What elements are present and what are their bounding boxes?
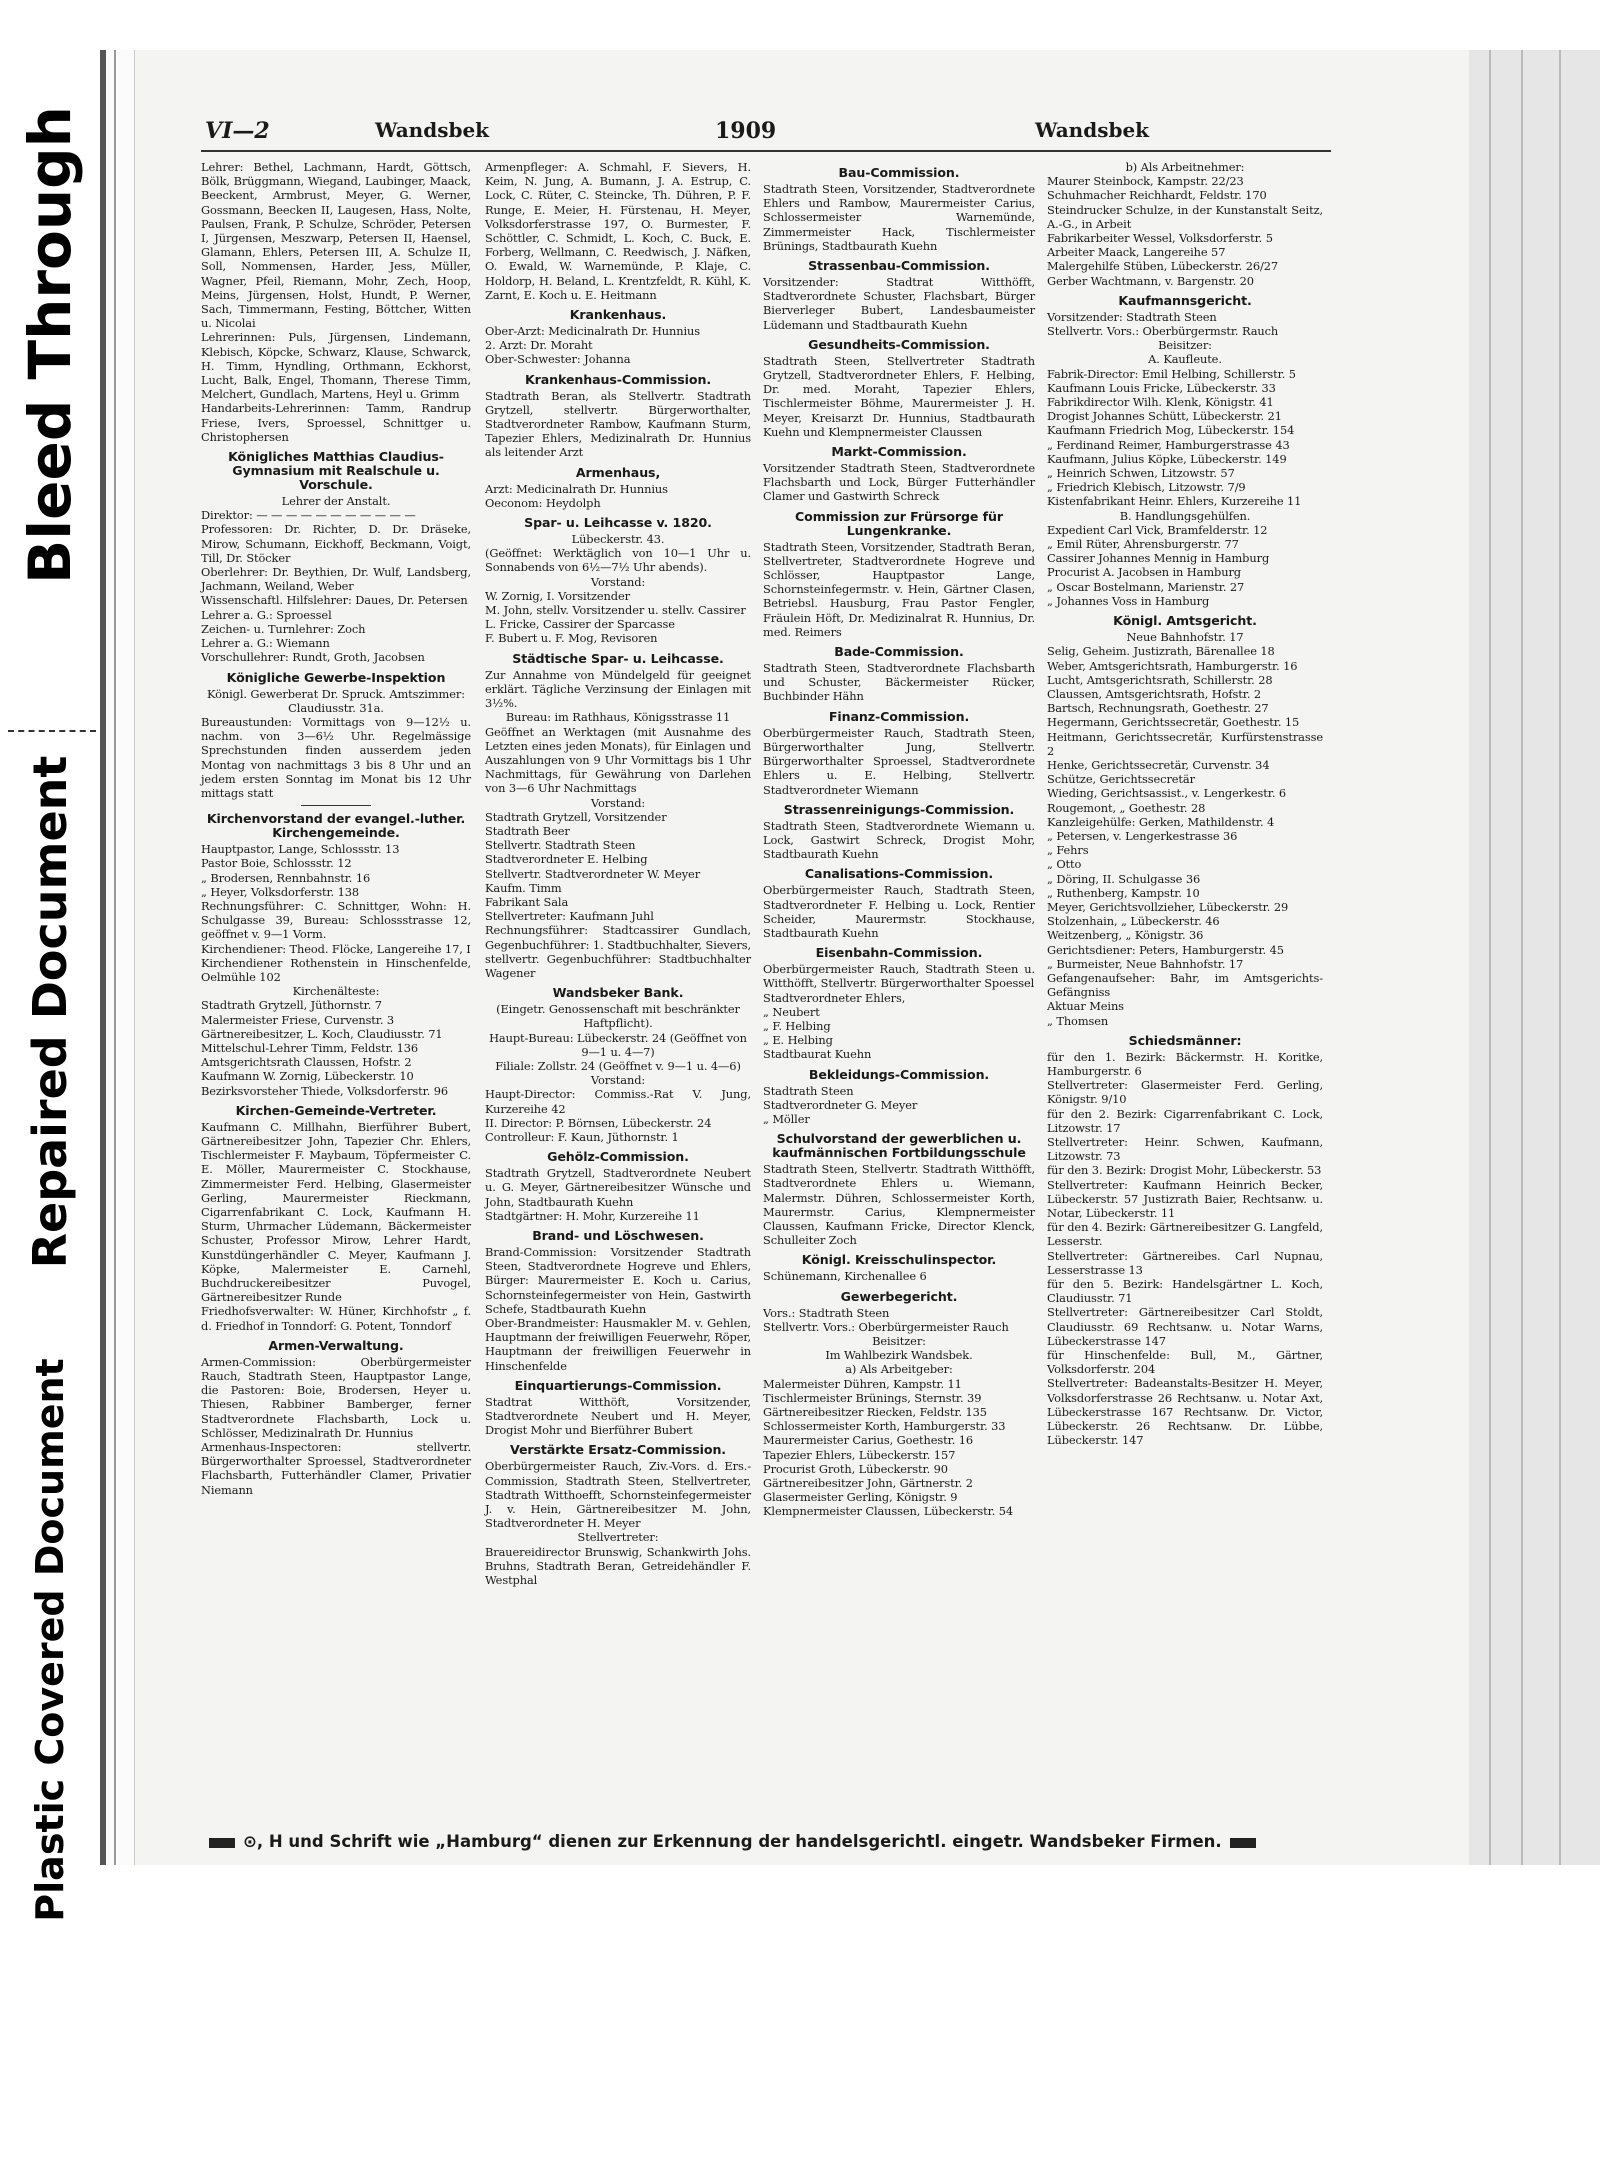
entry-text: für den 2. Bezirk: Cigarrenfabrikant C. Lock, Litzowstr. 17 (1047, 1106, 1323, 1135)
column-4 (1047, 160, 1323, 1447)
entry-text: Fabrikarbeiter Wessel, Volksdorferstr. 5 (1047, 231, 1273, 246)
entry-text: Kirchenälteste: (292, 984, 380, 999)
entry-text: Stadtrath Grytzell, Vorsitzender (485, 809, 667, 824)
entry-text: „ Ruthenberg, Kampstr. 10 (1047, 885, 1200, 900)
entry-text: Stellvertr. Vors.: Oberbürgermeister Rauch (763, 1319, 1009, 1334)
entry-text: Schuhmacher Reichhardt, Feldstr. 170 (1047, 188, 1267, 203)
binding-edge (100, 50, 106, 1865)
entry-text: Stellvertreter: (577, 1530, 659, 1545)
entry-text: Vors.: Stadtrath Steen (763, 1305, 890, 1320)
entry-text: Ober-Brandmeister: Hausmakler M. v. Gehlen, Hauptmann der freiwilligen Feuerwehr, Röper, Hauptmann der freiwilligen Feuerwehr in Hinschenfelde (485, 1316, 751, 1373)
entry-text: Stadtrath Beer (485, 823, 570, 838)
section-heading: Armenhaus, (575, 464, 661, 480)
entry-text: Professoren: Dr. Richter, D. Dr. Dräseke, Mirow, Schumann, Eickhoff, Beckmann, Voigt, Till, Dr. Stöcker (201, 522, 471, 565)
entry-text: Stellvertr. Stadtrath Steen (485, 838, 636, 853)
entry-text: Kaufmann Friedrich Mog, Lübeckerstr. 154 (1047, 423, 1295, 438)
entry-text: M. John, stellv. Vorsitzender u. stellv. Cassirer (485, 603, 746, 618)
entry-text: Heitmann, Gerichtssecretär, Kurfürstenstrasse 2 (1047, 729, 1323, 758)
entry-text: Stellvertr. Stadtverordneter W. Meyer (485, 866, 701, 881)
entry-text: Cassirer Johannes Mennig in Hamburg (1047, 551, 1270, 566)
entry-text: Stadtrath Beran, als Stellvertr. Stadtrath Grytzell, stellvertr. Bürgerworthalter, Stadtverordneter Rambow, Kaufmann Sturm, Tapezier Ehlers, Medizinalrath Dr. Hunnius als leitender Arzt (485, 388, 751, 460)
section-heading: Kaufmannsgericht. (1118, 292, 1252, 308)
entry-text: Königl. Gewerberat Dr. Spruck. Amtszimmer: Claudiusstr. 31a. (207, 686, 465, 715)
section-heading: Strassenbau-Commission. (808, 258, 990, 274)
pointing-hand-right-icon (1230, 1838, 1256, 1848)
entry-text: (Geöffnet: Werktäglich von 10—1 Uhr u. Sonnabends von 6½—7½ Uhr abends). (485, 546, 751, 575)
entry-text: Stadtverordneter E. Helbing (485, 852, 648, 867)
entry-text: Kirchendiener: Theod. Flöcke, Langereihe 17, I (201, 941, 471, 956)
entry-text: „ Heyer, Volksdorferstr. 138 (201, 884, 360, 899)
section-heading: Commission zur Frürsorge für Lungenkranke. (795, 508, 1003, 538)
entry-text: Stadtbaurat Kuehn (763, 1047, 872, 1062)
entry-text: Gärtnereibesitzer John, Gärtnerstr. 2 (763, 1476, 973, 1491)
page-header (205, 118, 1325, 154)
label-repaired-document: Repaired Document (23, 755, 77, 1269)
section-heading: Kirchenvorstand der evangel.-luther. Kirchengemeinde. (206, 811, 466, 841)
section-heading: Spar- u. Leihcasse v. 1820. (524, 515, 712, 531)
entry-text: Tischlermeister Brünings, Sternstr. 39 (763, 1390, 982, 1405)
entry-text: „ Petersen, v. Lengerkestrasse 36 (1047, 828, 1238, 843)
entry-text: Rechnungsführer: C. Schnittger, Wohn: H. Schulgasse 39, Bureau: Schlossstrasse 12, geöffnet v. 9—1 Vorm. (201, 898, 471, 942)
entry-text: für den 4. Bezirk: Gärtnereibesitzer G. Langfeld, Lesserstr. (1047, 1220, 1323, 1249)
entry-text: Neue Bahnhofstr. 17 (1126, 630, 1244, 645)
entry-text: „ Ferdinand Reimer, Hamburgerstrasse 43 (1047, 437, 1290, 452)
entry-text: Stellvertreter: Kaufmann Juhl (485, 909, 654, 924)
section-heading: Canalisations-Commission. (804, 866, 994, 882)
entry-text: Procurist A. Jacobsen in Hamburg (1047, 565, 1242, 580)
pointing-hand-left-icon (209, 1838, 235, 1848)
entry-text: Meyer, Gerichtsvollzieher, Lübeckerstr. 29 (1047, 899, 1289, 914)
section-heading: Finanz-Commission. (828, 708, 970, 724)
entry-text: W. Zornig, I. Vorsitzender (485, 588, 630, 603)
entry-text: Wieding, Gerichtsassist., v. Lengerkestr. 6 (1047, 786, 1287, 801)
entry-text: Schünemann, Kirchenallee 6 (763, 1269, 927, 1284)
entry-text: für den 5. Bezirk: Handelsgärtner L. Koch, Claudiusstr. 71 (1047, 1277, 1323, 1306)
entry-text: „ Emil Rüter, Ahrensburgerstr. 77 (1047, 537, 1239, 552)
section-heading: Gehölz-Commission. (547, 1149, 689, 1165)
entry-text: Kaufm. Timm (485, 880, 562, 895)
section-heading: Krankenhaus. (569, 307, 667, 323)
section-heading: Markt-Commission. (831, 444, 967, 460)
entry-text: Beisitzer: (872, 1333, 926, 1348)
entry-text: Stadtrath Steen, Stellvertreter Stadtrath Grytzell, Stadtverordneter Ehlers, F. Helbing, Dr. med. Moraht, Tapezier Ehlers, Tischlermeister Böhme, Maurermeister J. H. Meyer, Kreisarzt Dr. Hunnius, Stadtbaurath Kuehn und Klempnermeister Claussen (763, 353, 1035, 439)
entry-text: Vorstand: (590, 1073, 646, 1088)
entry-text: B. Handlungsgehülfen. (1119, 508, 1251, 523)
entry-text: „ Brodersen, Rennbahnstr. 16 (201, 870, 371, 885)
entry-text: Schütze, Gerichtssecretär (1047, 772, 1195, 787)
entry-text: Gerichtsdiener: Peters, Hamburgerstr. 45 (1047, 942, 1284, 957)
entry-text: Stellvertr. Vors.: Oberbürgermstr. Rauch (1047, 324, 1279, 339)
entry-text: Fabrikant Sala (485, 894, 569, 909)
entry-text: Pastor Boie, Schlossstr. 12 (201, 856, 352, 871)
entry-text: Vorschullehrer: Rundt, Groth, Jacobsen (201, 650, 425, 665)
page-number: VI—2 (205, 118, 270, 144)
entry-text: Armenhaus-Inspectoren: stellvertr. Bürgerworthalter Sproessel, Stadtverordneter Flachsbarth, Futterhändler Clamer, Privatier Niemann (201, 1440, 471, 1497)
entry-text: Selig, Geheim. Justizrath, Bärenallee 18 (1047, 644, 1275, 659)
entry-text: Kaufmann Louis Fricke, Lübeckerstr. 33 (1047, 380, 1276, 395)
entry-text: Drogist Johannes Schütt, Lübeckerstr. 21 (1047, 409, 1282, 424)
entry-text: Kirchendiener Rothenstein in Hinschenfelde, Oelmühle 102 (201, 955, 471, 984)
entry-text: Schlossermeister Korth, Hamburgerstr. 33 (763, 1419, 1006, 1434)
header-place-right: Wandsbek (1035, 118, 1150, 142)
entry-text: Lehrer der Anstalt. (281, 494, 391, 509)
entry-text: Hegermann, Gerichtssecretär, Goethestr. 15 (1047, 715, 1300, 730)
entry-text: Stellvertreter: Kaufmann Heinrich Becker, Lübeckerstr. 57 Justizrath Baier, Rechtsanw. u. Notar, Lübeckerstr. 11 (1047, 1177, 1323, 1221)
section-heading: Königl. Kreisschulinspector. (801, 1252, 997, 1268)
entry-text: „ E. Helbing (763, 1033, 833, 1048)
entry-text: Oberbürgermeister Rauch, Ziv.-Vors. d. Ers.-Commission, Stadtrath Steen, Stellvertreter, Stadtrath Witthoefft, Schornsteinfegermeister J. v. Hein, Gärtnereibesitzer M. John, Stadtverordneter H. Meyer (485, 1459, 751, 1531)
entry-text: Oberbürgermeister Rauch, Stadtrath Steen, Bürgerworthalter Jung, Stellvertr. Bürgerworthalter Sproessel, Stadtverordnete Ehlers u. E. Helbing, Stellvertr. Stadtverordneter Wiemann (763, 725, 1035, 797)
entry-text: Zeichen- u. Turnlehrer: Zoch (201, 621, 366, 636)
entry-text: „ Friedrich Klebisch, Litzowstr. 7/9 (1047, 480, 1246, 495)
entry-text: Im Wahlbezirk Wandsbek. (825, 1348, 973, 1363)
entry-text: Bezirksvorsteher Thiede, Volksdorferstr. 96 (201, 1083, 449, 1098)
entry-text: Stadtgärtner: H. Mohr, Kurzereihe 11 (485, 1208, 700, 1223)
section-heading: Gesundheits-Commission. (808, 336, 990, 352)
entry-text: Brauereidirector Brunswig, Schankwirth Johs. Bruhns, Stadtrath Beran, Getreidehändler F. Westphal (485, 1544, 751, 1588)
entry-text: Bureau: im Rathhaus, Königsstrasse 11 (505, 710, 731, 725)
header-rule (201, 150, 1331, 152)
entry-text: Controlleur: F. Kaun, Jüthornstr. 1 (485, 1129, 679, 1144)
section-heading: Kirchen-Gemeinde-Vertreter. (235, 1102, 437, 1118)
page-footer (201, 1832, 1331, 1851)
scanned-page (100, 50, 1600, 1865)
entry-text: Oberbürgermeister Rauch, Stadtrath Steen, Stadtverordneter F. Helbing u. Lock, Rentier Scheider, Maurermstr. Stockhause, Stadtbaurath Kuehn (763, 883, 1035, 940)
entry-text: Stadtrath Grytzell, Stadtverordnete Neubert u. G. Meyer, Gärtnereibesitzer Wünsche und John, Stadtbaurath Kuehn (485, 1166, 751, 1209)
section-heading: Schiedsmänner: (1128, 1032, 1242, 1048)
entry-text: Zur Annahme von Mündelgeld für geeignet erklärt. Tägliche Verzinsung der Einlagen mit 3½%. (485, 667, 751, 711)
section-heading: Städtische Spar- u. Leihcasse. (512, 650, 724, 666)
entry-text: „ Fehrs (1047, 843, 1089, 858)
section-heading: Bekleidungs-Commission. (808, 1066, 990, 1082)
entry-text: „ Thomsen (1047, 1013, 1109, 1028)
entry-text: „ Otto (1047, 857, 1082, 872)
entry-text: Amtsgerichtsrath Claussen, Hofstr. 2 (201, 1055, 412, 1070)
entry-text: Mittelschul-Lehrer Timm, Feldstr. 136 (201, 1040, 419, 1055)
entry-text: Haupt-Director: Commiss.-Rat V. Jung, Kurzereihe 42 (485, 1087, 751, 1116)
section-heading: Eisenbahn-Commission. (815, 945, 983, 961)
label-bleed-through: Bleed Through (16, 106, 84, 584)
entry-text: Malergehilfe Stüben, Lübeckerstr. 26/27 (1047, 259, 1279, 274)
entry-text: Rechnungsführer: Stadtcassirer Gundlach, Gegenbuchführer: 1. Stadtbuchhalter, Sievers, stellvertr. Gegenbuchführer: Stadtbuchhalter Wagener (485, 923, 751, 980)
section-heading: Wandsbeker Bank. (552, 985, 684, 1001)
entry-text: „ Döring, II. Schulgasse 36 (1047, 871, 1201, 886)
column-1 (201, 160, 471, 1497)
entry-text: Filiale: Zollstr. 24 (Geöffnet v. 9—1 u. 4—6) (495, 1058, 741, 1073)
entry-text: Stadtrath Steen, Stadtverordnete Flachsbarth und Schuster, Bäckermeister Rücker, Buchbinder Hähn (763, 661, 1035, 704)
entry-text: a) Als Arbeitgeber: (845, 1362, 953, 1377)
entry-text: F. Bubert u. F. Mog, Revisoren (485, 631, 658, 646)
entry-text: Malermeister Friese, Curvenstr. 3 (201, 1012, 395, 1027)
column-3 (763, 160, 1035, 1519)
entry-text: Vorsitzender: Stadtrath Steen (1047, 309, 1217, 324)
entry-text: Stadtrat Witthöft, Vorsitzender, Stadtverordnete Neubert und H. Meyer, Drogist Mohr und Bierführer Bubert (485, 1394, 751, 1438)
entry-text: Kaufmann, Julius Köpke, Lübeckerstr. 149 (1047, 451, 1287, 466)
entry-text: Fabrikdirector Wilh. Klenk, Königstr. 41 (1047, 395, 1274, 410)
entry-text: Oberlehrer: Dr. Beythien, Dr. Wulf, Landsberg, Jachmann, Weiland, Weber (201, 565, 471, 594)
entry-text: Bartsch, Rechnungsrath, Goethestr. 27 (1047, 701, 1269, 716)
section-heading: Königliches Matthias Claudius-Gymnasium mit Realschule u. Vorschule. (228, 449, 444, 493)
side-label-panel (0, 0, 100, 2060)
entry-text: Gärtnereibesitzer, L. Koch, Claudiusstr. 71 (201, 1026, 443, 1041)
entry-text: Stolzenhain, „ Lübeckerstr. 46 (1047, 914, 1220, 929)
entry-text: Stadtrath Steen, Vorsitzender, Stadtrath Beran, Stellvertreter, Stadtverordnete Hogreve und Schlösser, Hauptpastor Lange, Schornsteinfegermstr. v. Hein, Gärtner Clasen, Betriebsl. Hausburg, Frau Pastor Fengler, Fräulein Höft, Dr. Medizinalrat R. Hunnius, Dr. med. Reimers (763, 539, 1035, 639)
entry-text: L. Fricke, Cassirer der Sparcasse (485, 617, 675, 632)
section-heading: Verstärkte Ersatz-Commission. (509, 1442, 726, 1458)
entry-text: Ober-Arzt: Medicinalrath Dr. Hunnius (485, 324, 701, 339)
entry-text: Hauptpastor, Lange, Schlossstr. 13 (201, 842, 400, 857)
entry-text: „ Heinrich Schwen, Litzowstr. 57 (1047, 466, 1235, 481)
entry-text: Stadtrath Steen, Vorsitzender, Stadtverordnete Ehlers und Rambow, Maurermeister Carius, Schlossermeister Warnemünde, Zimmermeister Hack, Tischlermeister Brünings, Stadtbaurath Kuehn (763, 182, 1035, 253)
entry-text: Fabrik-Director: Emil Helbing, Schillerstr. 5 (1047, 366, 1296, 381)
entry-text: Geöffnet an Werktagen (mit Ausnahme des Letzten eines jeden Monats), für Einlagen und Auszahlungen von 9 Uhr Vormittags bis 1 Uhr Nachmittags, für Gewährung von Darlehen von 3—6 Uhr Nachmittags (485, 724, 751, 796)
entry-text: Vorsitzender Stadtrath Steen, Stadtverordnete Flachsbarth und Lock, Bürger Futterhändler Clamer und Gastwirth Schreck (763, 461, 1035, 504)
header-place-left: Wandsbek (375, 118, 490, 142)
entry-text: Kanzleigehülfe: Gerken, Mathildenstr. 4 (1047, 814, 1275, 829)
page-edge-stack (1469, 50, 1600, 1865)
entry-text: Weber, Amtsgerichtsrath, Hamburgerstr. 16 (1047, 658, 1298, 673)
section-divider (301, 805, 371, 806)
entry-text: Gerber Wachtmann, v. Bargenstr. 20 (1047, 273, 1254, 288)
entry-text: Vorsitzender: Stadtrat Witthöfft, Stadtverordnete Schuster, Flachsbart, Bürger Bierverleger Bubert, Landesbaumeister Lüdemann und Stadtbaurath Kuehn (763, 275, 1035, 332)
entry-text: Stadtrath Grytzell, Jüthornstr. 7 (201, 998, 382, 1013)
entry-text: Gefangenaufseher: Bahr, im Amtsgerichts-Gefängniss (1047, 970, 1323, 1000)
section-heading: Königl. Amtsgericht. (1113, 613, 1257, 629)
entry-text: für den 3. Bezirk: Drogist Mohr, Lübeckerstr. 53 (1047, 1163, 1322, 1178)
entry-text: Oberbürgermeister Rauch, Stadtrath Steen u. Witthöfft, Stellvertr. Bürgerworthalter Spoessel (763, 962, 1035, 991)
entry-text: Bureaustunden: Vormittags von 9—12½ u. nachm. von 3—6½ Uhr. Regelmässige Sprechstunden finden ausserdem jeden Montag von nachmittags 3 bis 8 Uhr und an jedem ersten Sonntag im Monat bis 12 Uhr mittags statt (201, 714, 471, 800)
section-heading: Strassenreinigungs-Commission. (783, 801, 1015, 817)
entry-text: Arbeiter Maack, Langereihe 57 (1047, 245, 1226, 260)
entry-text: Lehrer a. G.: Sproessel (201, 607, 332, 622)
entry-text: Maurer Steinbock, Kampstr. 22/23 (1047, 174, 1244, 189)
entry-text: „ Neubert (763, 1004, 820, 1019)
column-2 (485, 160, 751, 1587)
entry-text: Lehrer: Bethel, Lachmann, Hardt, Göttsch, Bölk, Brüggmann, Wiegand, Laubinger, Maack, Beeckent, Armbrust, Meyer, G. Werner, Gossmann, Beecken II, Laugesen, Hass, Nolte, Paulsen, Frank, P. Schulze, Schröder, Petersen I, Jürgensen, Meszwarp, Petersen II, Haensel, Glamann, Ehlers, Petersen III, A. Schulze II, Soll, Nommensen, Harder, Jess, Müller, Wagner, Pfeil, Riemann, Mohr, Zech, Hoop, Meins, Jürgensen, Holst, Hundt, P. Werner, Sach, Timmermann, Festing, Böttcher, Witten u. Nicolai (201, 160, 471, 331)
entry-text: Kaufmann C. Millhahn, Bierführer Bubert, Gärtnereibesitzer John, Tapezier Chr. Ehlers, Tischlermeister F. Maybaum, Töpfermeister C. E. Möller, Maurermeister C. Stockhause, Zimmermeister Ferd. Helbing, Glasermeister Gerling, Maurermeister Rieckmann, Cigarrenfabrikant C. Lock, Kaufmann H. Sturm, Uhrmacher Lüdemann, Bäckermeister Schuster, Professor Mirow, Lehrer Hardt, Kunstdüngerhändler C. Meyer, Kaufmann J. Köpke, Malermeister E. Carnehl, Buchdruckereibesitzer Puvogel, Gärtnereibesitzer Runde (201, 1119, 471, 1305)
section-heading: Bade-Commission. (834, 644, 964, 660)
entry-text: Oeconom: Heydolph (485, 495, 601, 510)
label-plastic-covered: Plastic Covered Document (28, 1358, 72, 1922)
entry-text: Stadtverordneter Ehlers, (763, 990, 906, 1005)
header-year: 1909 (715, 118, 777, 144)
paper-sheet (134, 50, 1471, 1865)
entry-text: Haupt-Bureau: Lübeckerstr. 24 (Geöffnet von 9—1 u. 4—7) (489, 1030, 747, 1059)
section-heading: Einquartierungs-Commission. (514, 1377, 722, 1393)
entry-text: Lucht, Amtsgerichtsrath, Schillerstr. 28 (1047, 672, 1273, 687)
section-heading: Königliche Gewerbe-Inspektion (226, 669, 446, 685)
entry-text: Maurermeister Carius, Goethestr. 16 (763, 1433, 974, 1448)
entry-text: Stadtverordneter G. Meyer (763, 1097, 918, 1112)
entry-text: Brand-Commission: Vorsitzender Stadtrath Steen, Stadtverordnete Hogreve und Ehlers, Bürger: Maurermeister E. Koch u. Carius, Schornsteinfegermeister von Hein, Gastwirth Schefe, Stadtbaurath Kuehn (485, 1245, 751, 1316)
entry-text: Stadtrath Steen, Stellvertr. Stadtrath Witthöfft, Stadtverordnete Ehlers u. Wiemann, Malermstr. Dühren, Schlossermeister Korth, Maurermstr. Carius, Klempnermeister Claussen, Kaufmann Fricke, Director Klenck, Schulleiter Zoch (763, 1162, 1035, 1248)
entry-text: 2. Arzt: Dr. Moraht (485, 338, 593, 353)
entry-text: Stellvertreter: Gärtnereibesitzer Carl Stoldt, Claudiusstr. 69 Rechtsanw. u. Notar Warns, Lübeckerstrasse 147 (1047, 1305, 1323, 1348)
entry-text: Gärtnereibesitzer Riecken, Feldstr. 135 (763, 1405, 987, 1419)
entry-text: „ Oscar Bostelmann, Marienstr. 27 (1047, 579, 1245, 594)
entry-text: Stellvertreter: Badeanstalts-Besitzer H. Meyer, Volksdorferstrasse 26 Rechtsanw. u. Notar Axt, Lübeckerstrasse 167 Rechtsanw. Dr. Victor, Lübeckerstr. 26 Rechtsanw. Dr. Lübbe, Lübeckerstr. 147 (1047, 1376, 1323, 1448)
entry-text: Wissenschaftl. Hilfslehrer: Daues, Dr. Petersen (201, 593, 468, 608)
entry-text: Ober-Schwester: Johanna (485, 352, 631, 367)
entry-text: Vorstand: (590, 795, 646, 810)
entry-text: Friedhofsverwalter: W. Hüner, Kirchhofstr „ f. d. Friedhof in Tonndorf: G. Potent, Tonndorf (201, 1304, 471, 1333)
entry-text: Stadtrath Steen (763, 1083, 854, 1098)
entry-text: Vorstand: (590, 574, 646, 589)
entry-text: Claussen, Amtsgerichtsrath, Hofstr. 2 (1047, 686, 1262, 701)
section-heading: Armen-Verwaltung. (268, 1337, 404, 1353)
entry-text: Malermeister Dühren, Kampstr. 11 (763, 1376, 962, 1391)
entry-text: Expedient Carl Vick, Bramfelderstr. 12 (1047, 522, 1268, 537)
section-heading: Krankenhaus-Commission. (525, 371, 711, 387)
entry-text: Direktor: — — — — — — — — — — — (201, 508, 416, 523)
binding-line (114, 50, 116, 1865)
entry-text: (Eingetr. Genossenschaft mit beschränkter Haftpflicht). (496, 1002, 740, 1031)
section-heading: Schulvorstand der gewerblichen u. kaufmännischen Fortbildungsschule (772, 1131, 1026, 1161)
section-heading: Bau-Commission. (838, 165, 960, 180)
section-heading: Gewerbegericht. (840, 1288, 958, 1304)
label-divider (8, 730, 96, 732)
entry-text: „ Burmeister, Neue Bahnhofstr. 17 (1047, 956, 1244, 971)
entry-text: Beisitzer: (1158, 338, 1212, 353)
entry-text: Procurist Groth, Lübeckerstr. 90 (763, 1461, 948, 1476)
entry-text: „ Möller (763, 1111, 810, 1126)
entry-text: Weitzenberg, „ Königstr. 36 (1047, 928, 1204, 943)
entry-text: Lehrer a. G.: Wiemann (201, 636, 330, 651)
entry-text: b) Als Arbeitnehmer: (1125, 160, 1245, 174)
entry-text: Stadtrath Steen, Stadtverordnete Wiemann u. Lock, Gastwirt Schreck, Drogist Mohr, Stadtbaurath Kuehn (763, 818, 1035, 862)
section-heading: Brand- und Löschwesen. (532, 1228, 704, 1243)
entry-text: Armenpfleger: A. Schmahl, F. Sievers, H. Keim, N. Jung, A. Bumann, J. A. Estrup, C. Lock, C. Rüter, C. Steincke, Th. Dühren, P. F. Runge, E. Meier, H. Fürstenau, H. Meyer, Volksdorferstrasse 197, O. Burmester, F. Schöttler, C. Schmidt, L. Koch, C. Buck, E. Forberg, Wellmann, C. Reedwisch, J. Näfken, O. Ewald, W. Warnemünde, P. Klaje, C. Holdorp, H. Beland, L. Krentzfeldt, R. Kühl, K. Zarnt, E. Koch u. E. Heitmann (485, 160, 751, 302)
entry-text: Kistenfabrikant Heinr. Ehlers, Kurzereihe 11 (1047, 494, 1302, 509)
entry-text: Stellvertreter: Gärtnereibes. Carl Nupnau, Lesserstrasse 13 (1047, 1248, 1323, 1277)
entry-text: Stellvertreter: Heinr. Schwen, Kaufmann, Litzowstr. 73 (1047, 1135, 1323, 1164)
entry-text: Rougemont, „ Goethestr. 28 (1047, 800, 1206, 815)
entry-text: A. Kaufleute. (1148, 352, 1222, 367)
entry-text: Aktuar Meins (1047, 999, 1124, 1014)
entry-text: Henke, Gerichtssecretär, Curvenstr. 34 (1047, 757, 1270, 772)
entry-text: Arzt: Medicinalrath Dr. Hunnius (485, 481, 668, 496)
entry-text: für den 1. Bezirk: Bäckermstr. H. Koritke, Hamburgerstr. 6 (1047, 1049, 1323, 1078)
entry-text: Tapezier Ehlers, Lübeckerstr. 157 (763, 1447, 956, 1462)
entry-text: Steindrucker Schulze, in der Kunstanstalt Seitz, A.-G., in Arbeit (1047, 202, 1323, 231)
entry-text: für Hinschenfelde: Bull, M., Gärtner, Volksdorferstr. 204 (1047, 1348, 1323, 1377)
entry-text: Lübeckerstr. 43. (571, 532, 665, 547)
entry-text: „ Johannes Voss in Hamburg (1047, 593, 1210, 608)
entry-text: „ F. Helbing (763, 1018, 831, 1033)
entry-text: Handarbeits-Lehrerinnen: Tamm, Randrup Friese, Ivers, Sproessel, Schnittger u. Christophersen (201, 401, 471, 444)
footer-text: ⊙, H und Schrift wie „Hamburg“ dienen zur Erkennung der handelsgerichtl. eingetr. Wandsbeker Firmen. (243, 1832, 1222, 1851)
entry-text: Klempnermeister Claussen, Lübeckerstr. 54 (763, 1504, 1014, 1519)
entry-text: Stellvertreter: Glasermeister Ferd. Gerling, Königstr. 9/10 (1047, 1078, 1323, 1107)
entry-text: Armen-Commission: Oberbürgermeister Rauch, Stadtrath Steen, Hauptpastor Lange, die Pastoren: Boie, Brodersen, Heyer u. Thiesen, Rabbiner Bamberger, ferner Stadtverordnete Flachsbarth, Lock u. Schlösser, Medizinalrath Dr. Hunnius (201, 1354, 471, 1440)
entry-text: Lehrerinnen: Puls, Jürgensen, Lindemann, Klebisch, Köpcke, Schwarz, Klause, Schwarck, H. Timm, Hyndling, Orthmann, Eckhorst, Lucht, Balk, Engel, Thomann, Therese Timm, Melchert, Gundlach, Martens, Heyl u. Grimm (201, 330, 471, 402)
entry-text: Kaufmann W. Zornig, Lübeckerstr. 10 (201, 1069, 414, 1084)
entry-text: Glasermeister Gerling, Königstr. 9 (763, 1490, 958, 1505)
entry-text: II. Director: P. Börnsen, Lübeckerstr. 24 (485, 1115, 712, 1130)
